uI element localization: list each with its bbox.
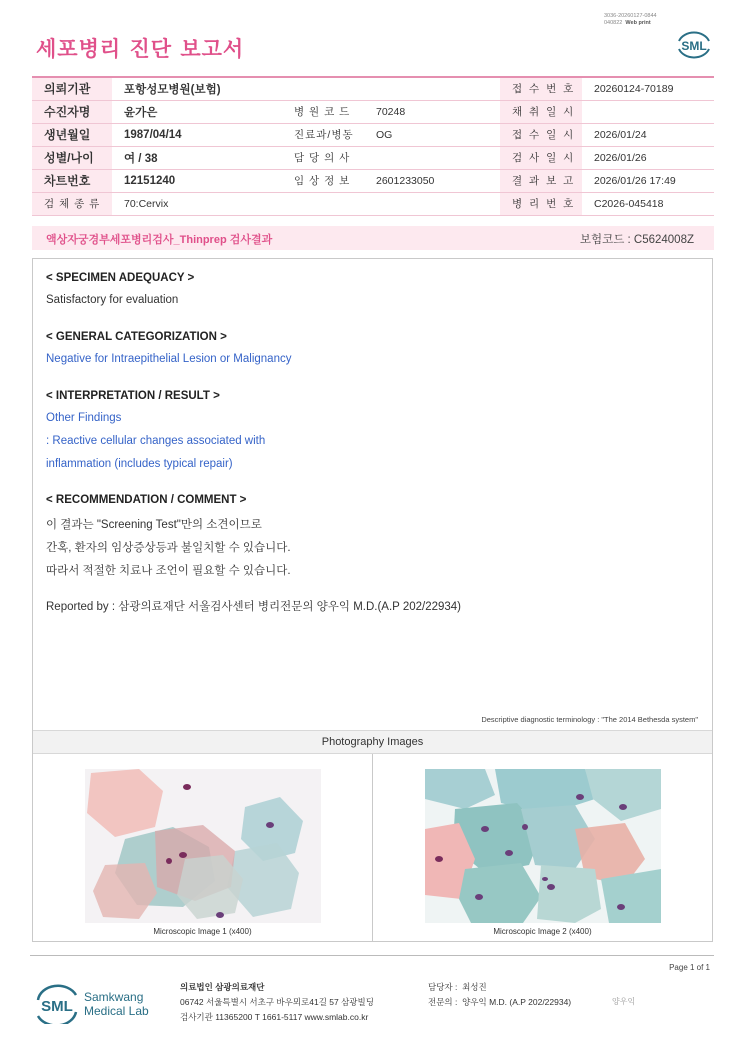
- info-value: 70248: [364, 100, 500, 123]
- info-row: [32, 123, 714, 146]
- adequacy-text: Satisfactory for evaluation: [46, 294, 179, 306]
- interpretation-line: inflammation (includes typical repair): [46, 458, 233, 470]
- photography-header: Photography Images: [33, 730, 712, 754]
- footer-logo-line1: Samkwang: [84, 990, 144, 1004]
- info-value: OG: [364, 123, 500, 146]
- footer-contact: 검사기관 11365200 T 1661-5117 www.smlab.co.kr: [180, 1012, 369, 1022]
- specialist-name: 양우익 M.D. (A.P 202/22934): [462, 997, 572, 1007]
- adequacy-heading: < SPECIMEN ADEQUACY >: [46, 272, 195, 284]
- info-row: [32, 100, 714, 123]
- info-label: 병 리 번 호: [500, 192, 582, 215]
- interpretation-line: Other Findings: [46, 412, 122, 424]
- page-number: Page 1 of 1: [669, 963, 710, 972]
- footer-staff: [428, 981, 487, 993]
- info-value: 70:Cervix: [112, 192, 500, 215]
- recommendation-heading: < RECOMMENDATION / COMMENT >: [46, 494, 247, 506]
- info-value: 윤가은: [112, 100, 282, 123]
- info-value: 2601233050: [364, 169, 500, 192]
- info-label: 성별/나이: [32, 146, 112, 169]
- microscopic-image-1: [85, 769, 321, 923]
- category-heading: < GENERAL CATEGORIZATION >: [46, 331, 227, 343]
- specialist-label: 전문의 :: [428, 997, 458, 1007]
- info-value: C2026-045418: [582, 192, 714, 215]
- info-label: 검 체 종 류: [32, 192, 112, 215]
- footer-divider: [30, 955, 714, 956]
- info-value: 여 / 38: [112, 146, 282, 169]
- info-label: 검 사 일 시: [500, 146, 582, 169]
- image-caption-1: Microscopic Image 1 (x400): [153, 927, 252, 936]
- recommendation-line: 간혹, 환자의 임상증상등과 불일치할 수 있습니다.: [46, 542, 291, 554]
- photo-cell-2: [373, 754, 712, 942]
- info-row: [32, 77, 714, 100]
- interpretation-heading: < INTERPRETATION / RESULT >: [46, 390, 220, 402]
- print-reference-code: 040822: [604, 20, 623, 26]
- microscopic-image-2: [425, 769, 661, 923]
- info-label: 수진자명: [32, 100, 112, 123]
- web-print-label: Web print: [625, 20, 651, 26]
- info-label: 차트번호: [32, 169, 112, 192]
- info-value: 포항성모병원(보험): [112, 77, 500, 100]
- info-value: 1987/04/14: [112, 123, 282, 146]
- test-name: 액상자궁경부세포병리검사_Thinprep 검사결과: [46, 234, 273, 246]
- footer-specialist: [428, 996, 571, 1008]
- info-value: 2026/01/24: [582, 123, 714, 146]
- info-label: 채 취 일 시: [500, 100, 582, 123]
- sml-logo-text: SML: [681, 39, 707, 53]
- insurance-code: 보험코드 : C5624008Z: [579, 234, 694, 246]
- staff-name: 최성진: [462, 982, 487, 992]
- info-label: 의뢰기관: [32, 77, 112, 100]
- info-value: [582, 100, 714, 123]
- info-label: 진료과/병동: [282, 123, 364, 146]
- info-value: 2026/01/26 17:49: [582, 169, 714, 192]
- specialist-signature: 양우익: [612, 997, 636, 1006]
- info-row: [32, 146, 714, 169]
- info-label: 담 당 의 사: [282, 146, 364, 169]
- photo-cell-1: [33, 754, 373, 942]
- recommendation-line: 따라서 적절한 치료나 조언이 필요할 수 있습니다.: [46, 565, 291, 577]
- report-box: [32, 258, 713, 942]
- info-value: 20260124-70189: [582, 77, 714, 100]
- info-label: 임 상 정 보: [282, 169, 364, 192]
- footer-logo-text: SML: [41, 998, 73, 1015]
- info-value: 2026/01/26: [582, 146, 714, 169]
- test-name-bar: [32, 226, 714, 250]
- image-caption-2: Microscopic Image 2 (x400): [493, 927, 592, 936]
- terminology-note: Descriptive diagnostic terminology : "The 2014 Bethesda system": [481, 715, 698, 724]
- reported-by: Reported by : 삼광의료재단 서울검사센터 병리전문의 양우익 M.D.(A.P 202/22934): [46, 601, 462, 613]
- print-reference-number: 3036-20260127-0844: [604, 13, 657, 19]
- info-value: 12151240: [112, 169, 282, 192]
- info-label: 병 원 코 드: [282, 100, 364, 123]
- report-title: 세포병리 진단 보고서: [36, 37, 245, 61]
- interpretation-line: : Reactive cellular changes associated with: [46, 435, 266, 447]
- info-label: 접 수 일 시: [500, 123, 582, 146]
- info-row: [32, 169, 714, 192]
- info-row: [32, 192, 714, 215]
- category-text: Negative for Intraepithelial Lesion or Malignancy: [46, 353, 292, 365]
- staff-label: 담당자 :: [428, 982, 458, 992]
- info-label: 결 과 보 고: [500, 169, 582, 192]
- footer-address: 06742 서울특별시 서초구 바우뫼로41길 57 삼광빌딩: [180, 997, 374, 1007]
- footer-organization: 의료법인 삼광의료재단: [180, 982, 265, 992]
- info-label: 생년월일: [32, 123, 112, 146]
- info-label: 접 수 번 호: [500, 77, 582, 100]
- samkwang-medical-lab-logo: [36, 982, 196, 1024]
- footer-logo-line2: Medical Lab: [84, 1004, 149, 1018]
- print-reference: [604, 13, 657, 27]
- sml-logo: [675, 27, 713, 63]
- patient-info-table: [32, 76, 714, 216]
- info-value: [364, 146, 500, 169]
- recommendation-line: 이 결과는 "Screening Test"만의 소견이므로: [46, 519, 262, 531]
